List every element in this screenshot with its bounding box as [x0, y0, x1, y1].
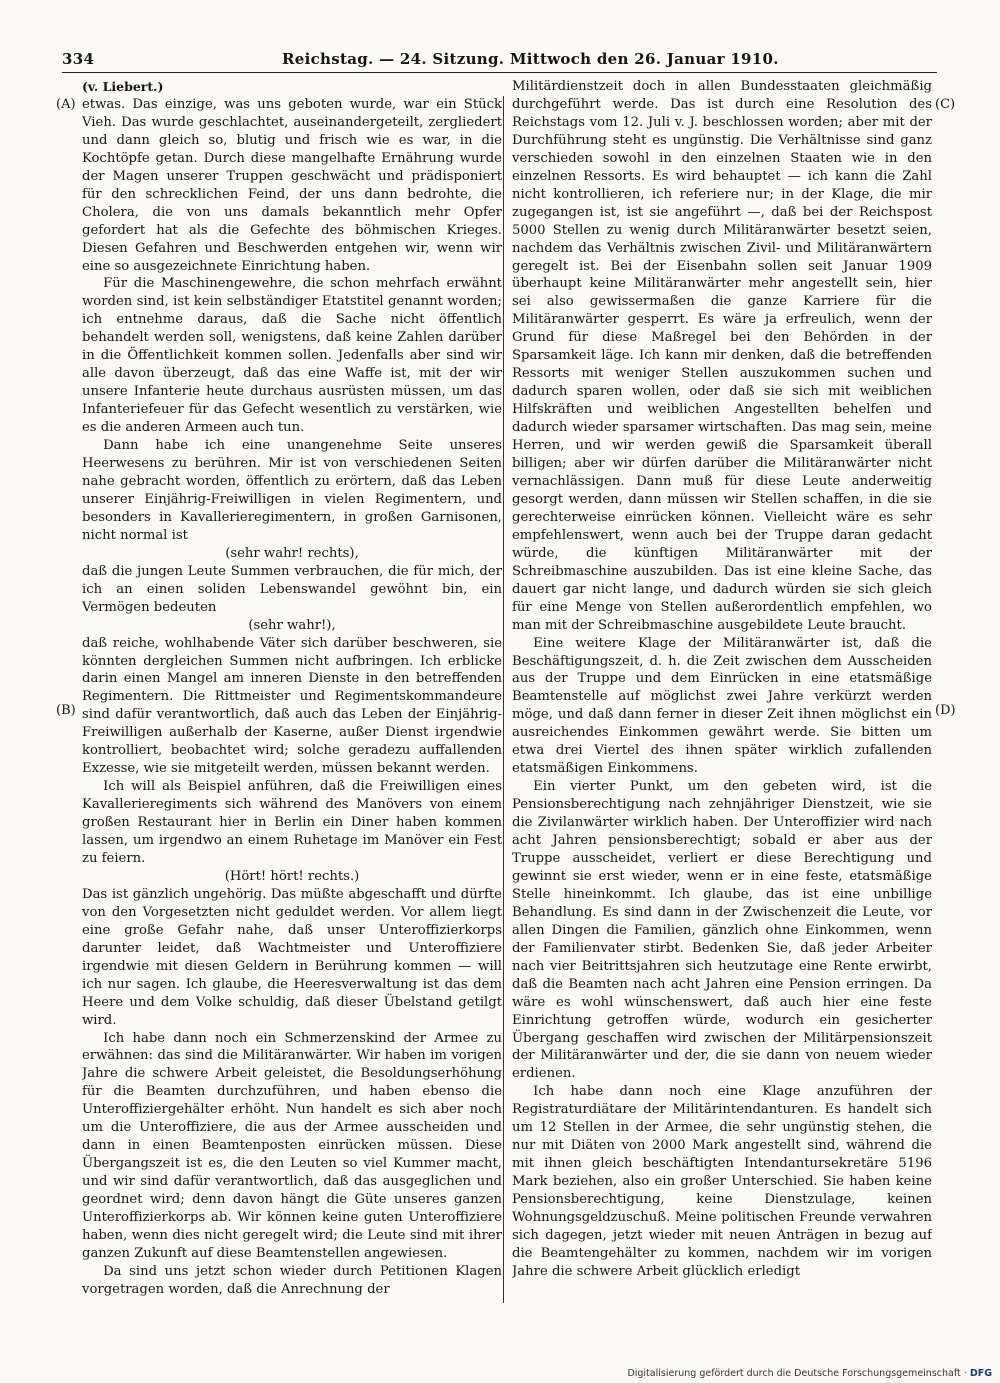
paragraph: Ein vierter Punkt, um den gebeten wird, ist die Pensionsberechtigung nach zehnjähriger Dienstzeit, wie sie die Zivilanwärter wirklich haben. Der Unteroffizier wird nach acht Jahren pensionsberechtigt; sobald er aber aus der Truppe ausscheidet, verliert er diese Berechtigung und gewinnt sie erst wieder, wenn er in eine feste, etatsmäßige Stelle hineinkommt. Ich glaube, das ist eine unbillige Behandlung. Es sind dann in der Zwischenzeit die Leute, vor allen Dingen die Familien, gänzlich ohne Einkommen, wenn der Familienvater stirbt. Bedenken Sie, daß jeder Arbeiter nach vier Beitrittsjahren sich heutzutage eine Rente erwirbt, daß die Beamten nach acht Jahren eine Pension erringen. Da wäre es wohl wünschenswert, daß auch hier eine feste Einrichtung getroffen würde, wodurch ein gesicherter Übergang geschaffen wird zwischen der Militärpensionszeit der Militäranwärter und der, die sie dann von neuem wieder erdienen.	[512, 779, 932, 1082]
margin-mark-a: (A)	[56, 97, 76, 112]
paragraph: etwas. Das einzige, was uns geboten wurde, war ein Stück Vieh. Das wurde geschlachtet, auseinandergeteilt, zergliedert und dann gleich so, blutig und frisch wie es war, in die Kochtöpfe getan. Durch diese mangelhafte Ernährung wurde der Magen unserer Truppen geschwächt und prädisponiert für den schrecklichen Feind, der uns dann bedrohte, die Cholera, die von uns damals bekanntlich mehr Opfer gefordert hat als die Gefechte des böhmischen Krieges. Diesen Gefahren und Beschwerden entgehen wir, wenn wir eine so ausgezeichnete Einrichtung haben.	[82, 96, 502, 274]
page-header	[62, 48, 937, 73]
footer: Digitalisierung gefördert durch die Deutsche Forschungsgemeinschaft · DFG	[627, 1368, 992, 1379]
footer-credit: Digitalisierung gefördert durch die Deutsche Forschungsgemeinschaft	[627, 1368, 961, 1379]
left-column	[82, 78, 502, 1300]
page-number: 334	[62, 50, 95, 68]
interjection: (sehr wahr! rechts),	[225, 545, 359, 561]
running-title: Reichstag. — 24. Sitzung. Mittwoch den 26. Januar 1910.	[282, 50, 779, 68]
right-column-text	[512, 78, 932, 1281]
paragraph: Für die Maschinengewehre, die schon mehrfach erwähnt worden sind, ist kein selbständiger Etatstitel genannt worden; ich entnehme daraus, daß die Sache nicht öffentlich behandelt werden soll, wenigstens, daß keine Zahlen darüber in die Öffentlichkeit kommen sollen. Jedenfalls aber sind wir alle davon überzeugt, daß das eine Waffe ist, mit der wir unsere Infanterie heute durchaus ausrüsten müssen, um das Infanteriefeuer für das Gefecht wesentlich zu verstärken, wie es die anderen Armeen auch tun.	[82, 276, 502, 436]
margin-mark-b: (B)	[56, 703, 76, 718]
interjection: (Hört! hört! rechts.)	[224, 868, 360, 884]
paragraph: daß reiche, wohlhabende Väter sich darüber beschweren, sie könnten dergleichen Summen nicht aufbringen. Ich erblicke darin einen Mangel am inneren Dienste in den betreffenden Regimentern. Die Rittmeister und Regimentskommandeure sind dafür verantwortlich, daß auch das Leben der Einjährig-Freiwilligen außerhalb der Kaserne, außer Dienst irgendwie kontrolliert, beobachtet wird; solche geradezu auffallenden Exzesse, wie sie mitgeteilt werden, müssen bekannt werden.	[82, 635, 502, 777]
paragraph: Eine weitere Klage der Militäranwärter ist, daß die Beschäftigungszeit, d. h. die Zeit zwischen dem Ausscheiden aus der Truppe und dem Einrücken in eine etatsmäßige Beamtenstelle auf möglichst zwei Jahre verkürzt werden möge, und daß dann ferner in dieser Zeit ihnen möglichst ein ausreichendes Einkommen gewährt werde. Sie bitten um etwa drei Viertel des ihnen später wirklich zufallenden etatsmäßigen Einkommens.	[512, 635, 932, 777]
speaker-label: (v. Liebert.)	[82, 79, 164, 94]
margin-mark-c: (C)	[935, 97, 956, 112]
paragraph: Ich habe dann noch eine Klage anzuführen der Registraturdiätare der Militärintendanturen. Es handelt sich um 12 Stellen in der Armee, die sehr ungünstig stehen, die nur mit Diäten von 2000 Mark angestellt sind, während die mit ihnen gleich beschäftigten Intendantursekretäre 5196 Mark beziehen, also ein großer Unterschied. Sie haben keine Pensionsberechtigung, keine Dienstzulage, keinen Wohnungsgeldzuschuß. Meine politischen Freunde verwahren sich dagegen, jetzt wieder mit neuen Anträgen in bezug auf die Beamtengehälter zu kommen, nachdem wir im vorigen Jahre die schwere Arbeit glücklich erledigt	[512, 1084, 932, 1279]
paragraph: Ich habe dann noch ein Schmerzenskind der Armee zu erwähnen: das sind die Militäranwärter. Wir haben im vorigen Jahre die schwere Arbeit geleistet, die Besoldungserhöhung für die Beamten durchzuführen, und haben ebenso die Unteroffiziergehälter erhöht. Nun handelt es sich aber noch um die Unteroffiziere, die aus der Armee ausscheiden und dann in einen Beamtenposten einrücken müssen. Diese Übergangszeit ist es, die den Leuten so viel Kummer macht, und wir sind dafür verantwortlich, daß das ausgeglichen und geordnet wird; denn davon hängt die Güte unseres ganzen Unteroffizierkorps ab. Wir können keine guten Unteroffiziere haben, wenn dies nicht geregelt wird; die Leute sind mit ihrer ganzen Zukunft auf diese Beamtenstellen angewiesen.	[82, 1030, 502, 1261]
paragraph: daß die jungen Leute Summen verbrauchen, die für mich, der ich an einen soliden Lebenswandel gewöhnt bin, ein Vermögen bedeuten	[82, 563, 502, 615]
paragraph: Das ist gänzlich ungehörig. Das müßte abgeschafft und dürfte von den Vorgesetzten nicht geduldet werden. Vor allem liegt eine große Gefahr nahe, daß unser Unteroffizierkorps darunter leidet, daß Wachtmeister und Unteroffiziere irgendwie mit diesen Geldern in Berührung kommen — will ich nur sagen. Ich glaube, die Heeresverwaltung ist das dem Heere und dem Volke schuldig, daß dieser Übelstand getilgt wird.	[82, 886, 502, 1028]
dfg-logo: DFG	[969, 1368, 992, 1379]
margin-mark-d: (D)	[935, 703, 956, 718]
interjection: (sehr wahr!),	[248, 617, 336, 633]
paragraph: Militärdienstzeit doch in allen Bundesstaaten gleichmäßig durchgeführt werde. Das ist durch eine Resolution des Reichstags vom 12. Juli v. J. beschlossen worden; aber mit der Durchführung steht es ungünstig. Die Verhältnisse sind ganz verschieden sowohl in den einzelnen Staaten wie in den einzelnen Ressorts. Es wird behauptet — ich kann die Zahl nicht kontrollieren, ich referiere nur; in der Klage, die mir zugegangen ist, ist sie angeführt —, daß bei der Reichspost 5000 Stellen zu wenig durch Militäranwärter besetzt seien, nachdem das Verhältnis zwischen Zivil- und Militäranwärtern geregelt ist. Bei der Eisenbahn sollen seit Januar 1909 überhaupt keine Militäranwärter mehr angestellt sein, hier sei also gewissermaßen die ganze Karriere für die Militäranwärter gesperrt. Es wäre ja erfreulich, wenn der Grund für diese Maßregel bei den Behörden in der Sparsamkeit läge. Ich kann mir denken, daß die betreffenden Ressorts mit weniger Stellen auszukommen suchen und dadurch sparen wollen, oder daß sie sich mit weiblichen Hilfskräften und weiblichen Angestellten behelfen und dadurch wieder sparsamer wirtschaften. Das mag sein, meine Herren, und wir werden gewiß die Sparsamkeit überall billigen; aber wir dürfen darüber die Militäranwärter nicht vernachlässigen. Dann muß für diese Leute anderweitig gesorgt werden, dann müssen wir Stellen schaffen, in die sie gerechterweise einrücken können. Vielleicht wäre es sehr empfehlenswert, wenn auch bei der Truppe daran gedacht würde, die künftigen Militäranwärter mit der Schreibmaschine auszubilden. Das ist eine kleine Sache, das dauert gar nicht lange, und dadurch würden sie sich gleich für eine Menge von Stellen außerordentlich empfehlen, wo man mit der Schreibmaschine ausgebildete Leute braucht.	[512, 79, 932, 633]
paragraph: Ich will als Beispiel anführen, daß die Freiwilligen eines Kavallerieregiments sich während des Manövers von einem großen Restaurant hier in Berlin ein Diner haben kommen lassen, um irgendwo an einem Ruhetage im Manöver ein Fest zu feiern.	[82, 779, 502, 866]
right-column	[512, 78, 932, 1300]
paragraph: Dann habe ich eine unangenehme Seite unseres Heerwesens zu berühren. Mir ist von verschiedenen Seiten nahe gebracht worden, öffentlich zu erörtern, daß das Leben unserer Einjährig-Freiwilligen in vielen Regimentern, und besonders in Kavallerieregimentern, in großen Garnisonen, nicht normal ist	[82, 438, 502, 543]
paragraph: Da sind uns jetzt schon wieder durch Petitionen Klagen vorgetragen worden, daß die Anrechnung der	[82, 1263, 502, 1297]
left-column-text	[82, 96, 502, 1299]
column-divider	[503, 96, 504, 1303]
